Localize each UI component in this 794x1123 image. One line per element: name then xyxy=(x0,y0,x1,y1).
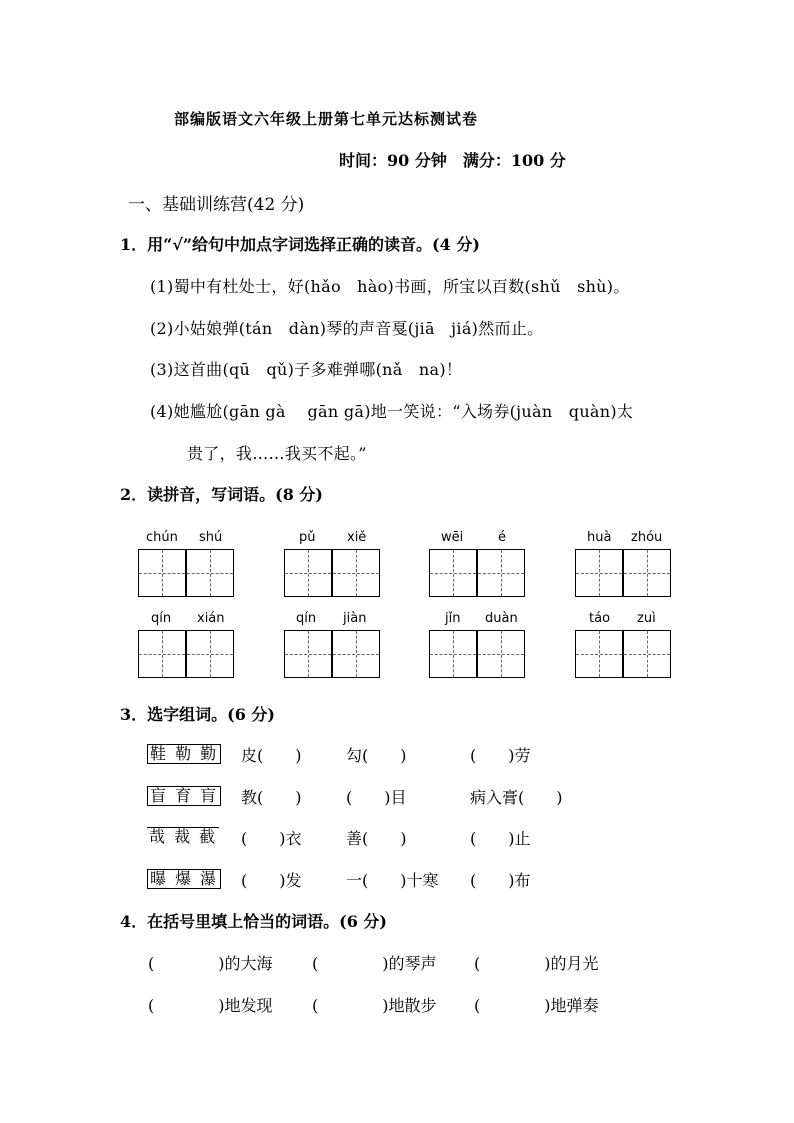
fill-blank[interactable]: ( )的月光 xyxy=(474,954,599,973)
writing-box[interactable] xyxy=(332,549,380,597)
fill-blank[interactable]: ( )地散步 xyxy=(312,996,437,1015)
pinyin-label: huà xyxy=(587,530,612,545)
section-heading: 一、基础训练营(42 分) xyxy=(128,195,305,215)
fill-blank[interactable]: 善( ) xyxy=(346,829,407,848)
writing-box[interactable] xyxy=(186,630,234,678)
fill-blank[interactable]: ( )的琴声 xyxy=(312,954,437,973)
q3-title: 3．选字组词。(6 分) xyxy=(120,705,275,724)
q2-title: 2．读拼音，写词语。(8 分) xyxy=(120,485,323,504)
fill-blank[interactable]: 病入膏( ) xyxy=(470,788,563,807)
pinyin-label: jǐn xyxy=(445,611,461,626)
fill-blank[interactable]: ( )衣 xyxy=(241,829,302,848)
fill-blank[interactable]: ( )发 xyxy=(241,871,302,890)
fill-blank[interactable]: 皮( ) xyxy=(241,746,302,765)
pinyin-label: qín xyxy=(296,611,317,626)
fill-blank[interactable]: 教( ) xyxy=(241,788,302,807)
writing-box[interactable] xyxy=(477,630,525,678)
fill-blank[interactable]: ( )布 xyxy=(470,871,531,890)
char-choices: 哉 裁 截 xyxy=(149,827,218,846)
pinyin-label: xián xyxy=(197,611,225,626)
fill-blank[interactable]: ( )地发现 xyxy=(148,996,273,1015)
q1-item-1: (1)蜀中有杜处士，好(hǎo hào)书画，所宝以百数(shǔ shù)。 xyxy=(150,277,630,296)
writing-box[interactable] xyxy=(429,549,477,597)
pinyin-label: chún xyxy=(146,530,178,545)
writing-box[interactable] xyxy=(477,549,525,597)
fill-blank[interactable]: ( )的大海 xyxy=(148,954,273,973)
q1-title: 1．用“√”给句中加点字词选择正确的读音。(4 分) xyxy=(120,235,480,254)
pinyin-label: pǔ xyxy=(299,530,316,545)
writing-box[interactable] xyxy=(623,549,671,597)
fill-blank[interactable]: 一( )十寒 xyxy=(346,871,439,890)
char-choices: 盲 育 肓 xyxy=(147,786,221,806)
pinyin-label: qín xyxy=(151,611,172,626)
writing-box[interactable] xyxy=(284,630,332,678)
exam-title: 部编版语文六年级上册第七单元达标测试卷 xyxy=(174,110,479,128)
pinyin-label: zuì xyxy=(637,611,656,626)
pinyin-label: shú xyxy=(199,530,223,545)
pinyin-label: wēi xyxy=(441,530,464,545)
writing-box[interactable] xyxy=(138,630,186,678)
fill-blank[interactable]: ( )地弹奏 xyxy=(474,996,599,1015)
char-choices: 鞋 勒 勤 xyxy=(147,744,221,764)
q1-item-4: (4)她尴尬(gān gà gān gā)地一笑说：“入场券(juàn quàn)太 xyxy=(150,402,634,421)
writing-box[interactable] xyxy=(284,549,332,597)
pinyin-label: xiě xyxy=(347,530,367,545)
char-choices: 曝 爆 瀑 xyxy=(147,869,221,889)
fill-blank[interactable]: 勾( ) xyxy=(346,746,407,765)
writing-box[interactable] xyxy=(623,630,671,678)
fill-blank[interactable]: ( )止 xyxy=(470,829,531,848)
q4-title: 4．在括号里填上恰当的词语。(6 分) xyxy=(120,912,387,931)
pinyin-label: jiàn xyxy=(343,611,367,626)
writing-box[interactable] xyxy=(138,549,186,597)
writing-box[interactable] xyxy=(575,630,623,678)
fill-blank[interactable]: ( )劳 xyxy=(470,746,531,765)
q1-item-2: (2)小姑娘弹(tán dàn)琴的声音戛(jiā jiá)然而止。 xyxy=(150,319,544,338)
q1-item-3: (3)这首曲(qū qǔ)子多难弹哪(nǎ na)！ xyxy=(150,360,463,379)
writing-box[interactable] xyxy=(575,549,623,597)
pinyin-label: táo xyxy=(589,611,611,626)
pinyin-label: é xyxy=(498,530,506,545)
exam-meta: 时间：90 分钟 满分：100 分 xyxy=(339,151,566,170)
q1-item-4-cont: 贵了，我……我买不起。” xyxy=(187,444,367,463)
writing-box[interactable] xyxy=(332,630,380,678)
fill-blank[interactable]: ( )目 xyxy=(346,788,407,807)
pinyin-label: zhóu xyxy=(631,530,663,545)
pinyin-label: duàn xyxy=(485,611,518,626)
writing-box[interactable] xyxy=(186,549,234,597)
writing-box[interactable] xyxy=(429,630,477,678)
